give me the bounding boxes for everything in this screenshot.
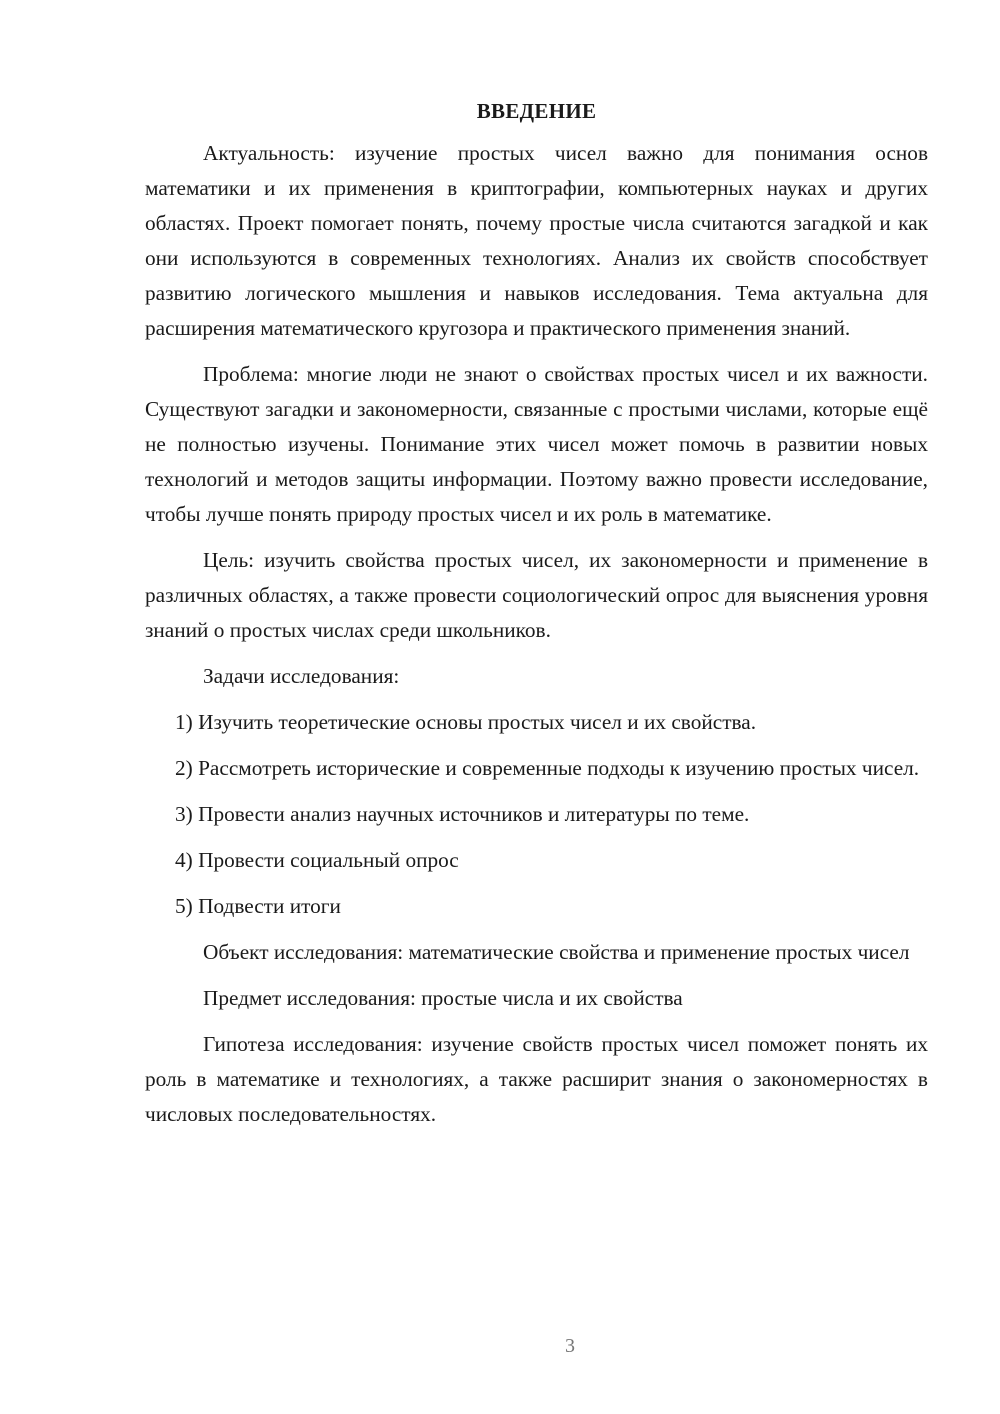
- task-item-2: 2) Рассмотреть исторические и современные подходы к изучению простых чисел.: [175, 756, 920, 780]
- task-item-5: 5) Подвести итоги: [175, 894, 341, 918]
- page-number: 3: [565, 1335, 575, 1357]
- subject-paragraph: Предмет исследования: простые числа и их свойства: [203, 986, 683, 1010]
- object-paragraph: Объект исследования: математические свойства и применение простых чисел: [203, 940, 910, 964]
- tasks-title: Задачи исследования:: [203, 664, 400, 688]
- task-item-3: 3) Провести анализ научных источников и литературы по теме.: [175, 802, 750, 826]
- task-item-1: 1) Изучить теоретические основы простых чисел и их свойства.: [175, 710, 757, 734]
- document-page: [145, 96, 928, 1143]
- problem-paragraph: Проблема: многие люди не знают о свойствах простых чисел и их важности. Существуют загадки и закономерности, связанные с простыми числами, которые ещё не полностью изучены. Понимание этих чисел может помочь в развитии новых технологий и методов защиты информации. Поэтому важно провести исследование, чтобы лучше понять природу простых чисел и их роль в математике.: [145, 362, 928, 526]
- goal-paragraph: Цель: изучить свойства простых чисел, их закономерности и применение в различных областях, а также провести социологический опрос для выяснения уровня знаний о простых числах среди школьников.: [145, 548, 928, 642]
- section-heading: ВВЕДЕНИЕ: [476, 99, 597, 123]
- task-item-4: 4) Провести социальный опрос: [175, 848, 459, 872]
- relevance-paragraph: Актуальность: изучение простых чисел важно для понимания основ математики и их применения в криптографии, компьютерных науках и других областях. Проект помогает понять, почему простые числа считаются загадкой и как они используются в современных технологиях. Анализ их свойств способствует развитию логического мышления и навыков исследования. Тема актуальна для расширения математического кругозора и практического применения знаний.: [145, 141, 928, 340]
- hypothesis-paragraph: Гипотеза исследования: изучение свойств простых чисел поможет понять их роль в математике и технологиях, а также расширит знания о закономерностях в числовых последовательностях.: [145, 1032, 928, 1126]
